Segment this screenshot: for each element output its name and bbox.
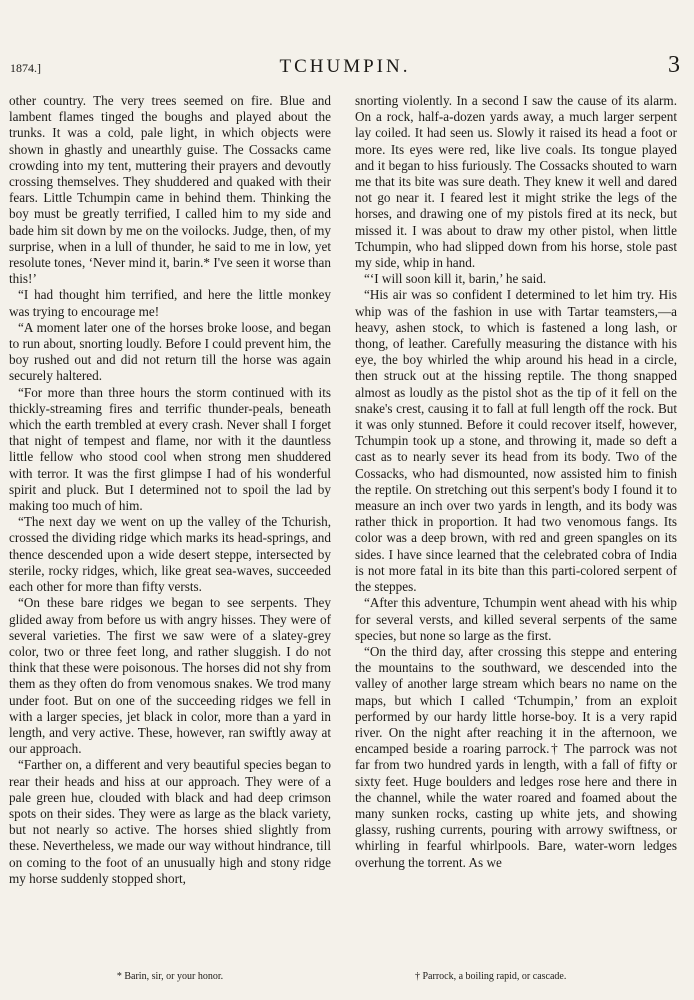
paragraph: other country. The very trees seemed on fire. Blue and lambent flames tinged the boughs and played about the trunks. It was a cold, pale light, in which objects were shown in ghastly and unearthly guise. The Cossacks came crowding into my tent, muttering their prayers and devoutly crossing themselves. They shuddered and quaked with their fears. Little Tchumpin came in behind them. Thinking the boy must be greatly terrified, I called him to my side and bade him sit down by me on the voilocks. Judge, then, of my surprise, when in a lull of thunder, he said to me in low, yet resolute tones, ‘Never mind it, barin.* I've seen it worse than this!’ <box>9 93 331 287</box>
footnote-area <box>355 971 677 983</box>
footnote-area <box>9 971 331 983</box>
left-column-text <box>9 93 331 887</box>
paragraph: “For more than three hours the storm continued with its thickly-streaming fires and terrific thunder-peals, beneath which the earth trembled at every crash. Never shall I forget that night of tempest and flame, nor with it the dauntless little fellow who stood cool when strong men shuddered with terror. It was the first glimpse I had of his wonderful spirit and pluck. But I determined not to spoil the lad by making too much of him. <box>9 384 331 514</box>
page-number: 3 <box>668 52 680 78</box>
paragraph: “On these bare ridges we began to see serpents. They glided away from before us with angry hisses. They were of several varieties. The first we saw were of a slatey-grey color, two or three feet long, and rather sluggish. I do not think that these were poisonous. The horses did not shy from them as they often do from venomous snakes. We trod many under foot. But on one of the succeeding ridges we fell in with a larger species, jet black in color, more than a yard in length, and very active. These, however, ran swiftly away at our approach. <box>9 595 331 757</box>
paragraph: snorting violently. In a second I saw the cause of its alarm. On a rock, half-a-dozen yards away, a much larger serpent lay coiled. It had seen us. Slowly it raised its head a foot or more. Its eyes were red, like live coals. Its tongue played and it began to hiss furiously. The Cossacks shouted to warn me that its bite was sure death. They knew it well and dared not go near it. I feared lest it might strike the legs of the horses, and drawing one of my pistols fired at its neck, but missed it. I was about to draw my other pistol, when little Tchumpin, who had slipped down from his horse, stole past my side, whip in hand. <box>355 93 677 271</box>
running-header <box>10 52 680 82</box>
text-columns <box>9 93 677 982</box>
left-column <box>9 93 331 982</box>
footnote: † Parrock, a boiling rapid, or cascade. <box>415 971 567 982</box>
right-column <box>355 93 677 982</box>
paragraph: “After this adventure, Tchumpin went ahead with his whip for several versts, and killed several serpents of the same species, but none so large as the first. <box>355 595 677 643</box>
issue-date: 1874.] <box>10 61 41 75</box>
paragraph: “Farther on, a different and very beautiful species began to rear their heads and hiss at our approach. They were of a pale green hue, clouded with black and had deep crimson spots on their sides. They were as large as the black variety, but not nearly so active. The horses shied slightly from these. Nevertheless, we made our way without hindrance, till on coming to the foot of an unusually high and stony ridge my horse suddenly stopped short, <box>9 757 331 886</box>
paragraph: “‘I will soon kill it, barin,’ he said. <box>364 271 547 287</box>
running-title: TCHUMPIN. <box>279 56 411 77</box>
paragraph: “A moment later one of the horses broke loose, and began to run about, snorting loudly. Before I could prevent him, the boy rushed out and did not return till the horse was again securely haltered. <box>9 319 331 384</box>
paragraph: “The next day we went on up the valley of the Tchurish, crossed the dividing ridge which marks its head-springs, and thence descended upon a wide desert steppe, intersected by sterile, rocky ridges, which, like great sea-waves, succeeded each other for more than fifty versts. <box>9 514 331 595</box>
paragraph: “On the third day, after crossing this steppe and entering the mountains to the southward, we descended into the valley of another large stream which bears no name on the maps, but which I called ‘Tchumpin,’ from an exploit performed by our hardy little horse-boy. It is a very rapid river. On the night after reaching it in the afternoon, we encamped beside a roaring parrock.† The parrock was not far from two hundred yards in length, with a fall of fifty or sixty feet. Huge boulders and ledges rose here and there in the channel, while the water roared and foamed about the many sunken rocks, casting up white jets, and showing glassy, rushing currents, pouring with arrowy swiftness, or whirling in fearful whirlpools. Bare, water-worn ledges overhung the torrent. As we <box>355 643 677 870</box>
paragraph: “I had thought him terrified, and here the little monkey was trying to encourage me! <box>9 287 331 319</box>
footnote: * Barin, sir, or your honor. <box>116 971 224 982</box>
right-column-text <box>355 93 677 871</box>
paragraph: “His air was so confident I determined to let him try. His whip was of the fashion in use with Tartar teamsters,—a heavy, ashen stock, to which is fastened a long lash, or thong, of leather. Carefully measuring the distance with his eye, the boy whirled the whip around his head in a circle, then struck out at the hissing reptile. The thong snapped almost as loudly as the pistol shot as the tip of it fell on the snake's crest, causing it to fall at full length off the rock. But it was only stunned. Before it could recover itself, however, Tchumpin took up a stone, and throwing it, made so deft a cast as to nearly sever its head from its body. Two of the Cossacks, who had dismounted, now assisted him to finish the reptile. On stretching out this serpent's body I found it to measure an inch over two yards in length, and its body was rather thick in proportion. It had two venomous fangs. Its color was a deep brown, with red and green spangles on its sides. I have since learned that the celebrated cobra of India is not more fatal in its bite than this parti-colored serpent of the steppes. <box>355 287 677 595</box>
